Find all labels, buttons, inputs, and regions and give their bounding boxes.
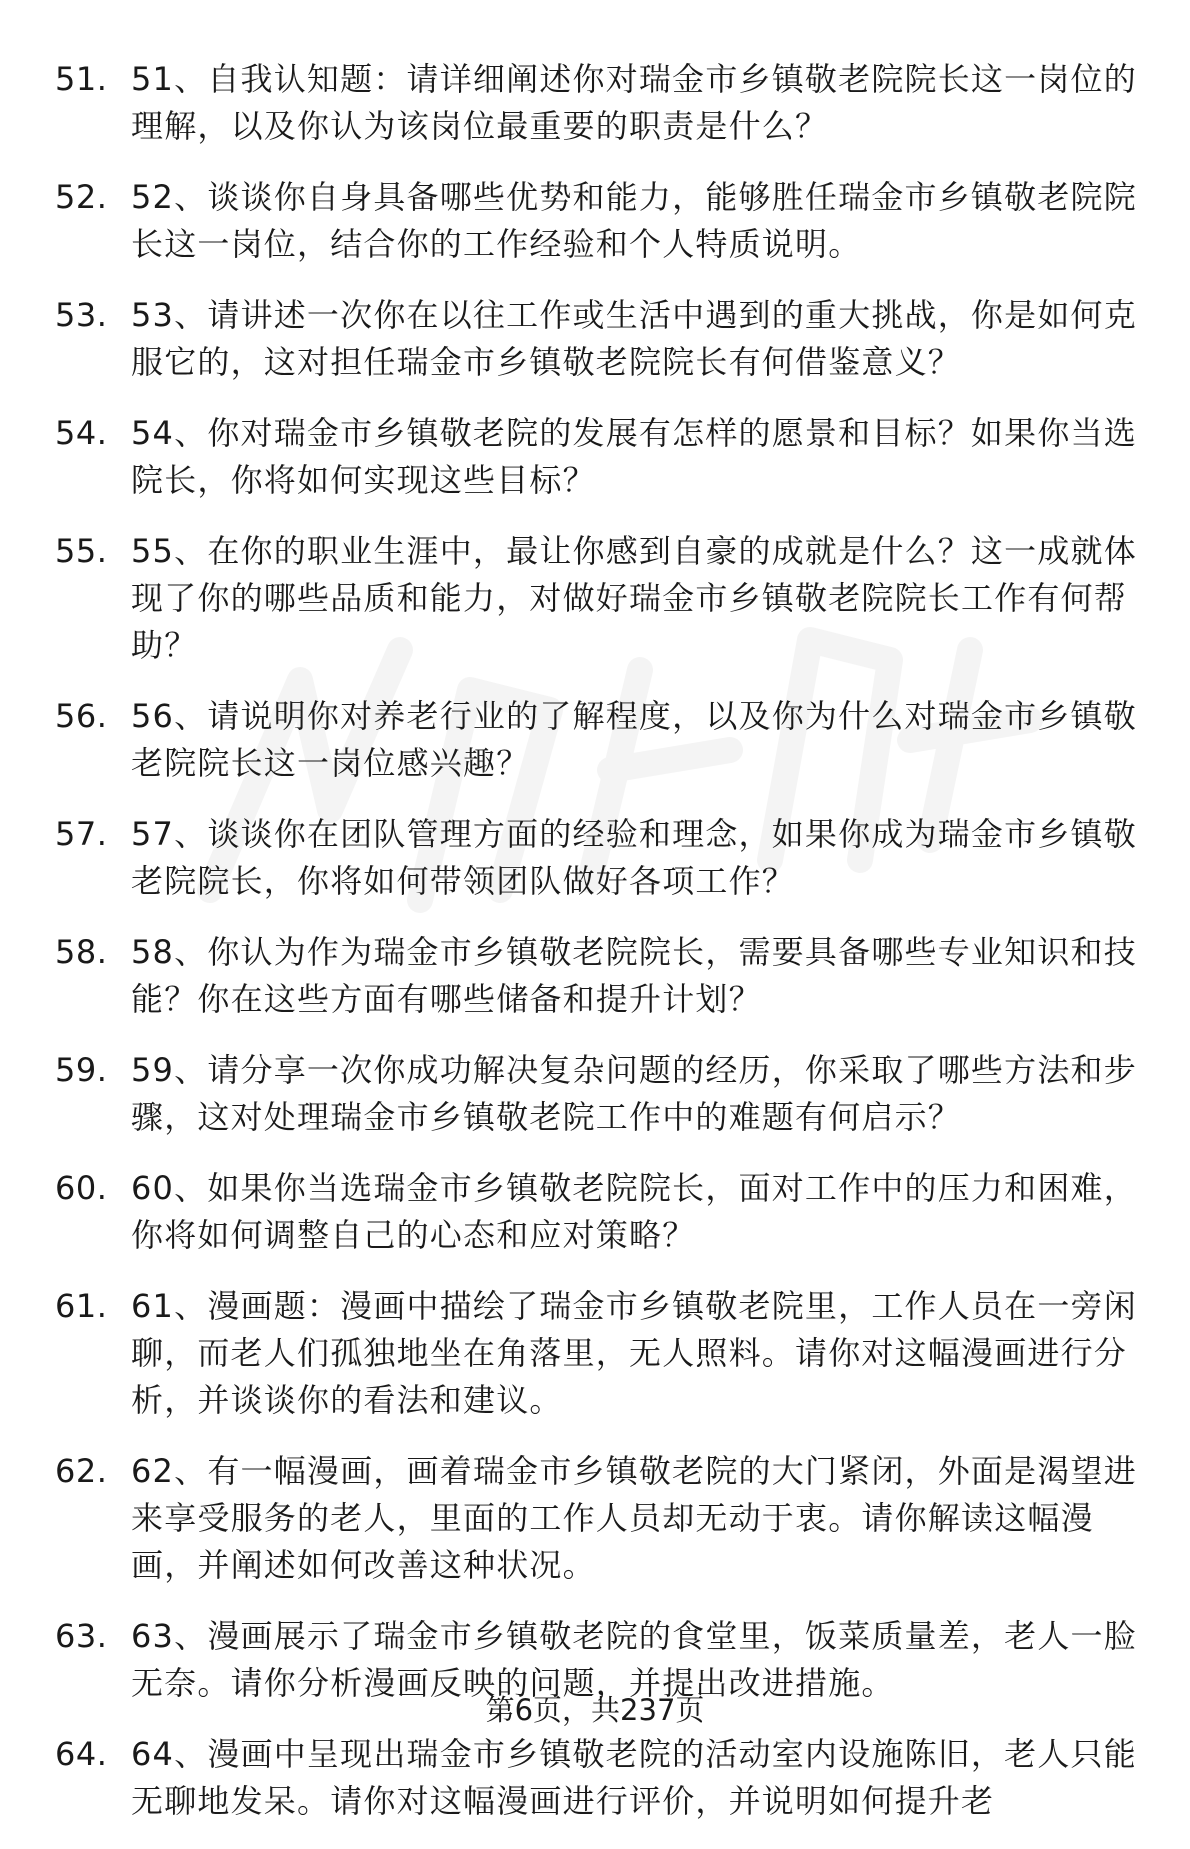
question-text: 61、漫画题：漫画中描绘了瑞金市乡镇敬老院里，工作人员在一旁闲聊，而老人们孤独地坐在角落里，无人照料。请你对这幅漫画进行分析，并谈谈你的看法和建议。 [131, 1287, 1137, 1419]
question-number: 51. [55, 60, 108, 98]
question-number: 55. [55, 532, 108, 570]
question-item [0, 1283, 1190, 1424]
question-number: 62. [55, 1452, 108, 1490]
question-number: 54. [55, 414, 108, 452]
question-list [0, 56, 1190, 1849]
question-text: 60、如果你当选瑞金市乡镇敬老院院长，面对工作中的压力和困难，你将如何调整自己的心态和应对策略？ [131, 1169, 1137, 1254]
question-number: 52. [55, 178, 108, 216]
question-item [0, 174, 1190, 268]
question-item [0, 811, 1190, 905]
question-number: 63. [55, 1617, 108, 1655]
question-number: 57. [55, 815, 108, 853]
question-text: 53、请讲述一次你在以往工作或生活中遇到的重大挑战，你是如何克服它的，这对担任瑞金市乡镇敬老院院长有何借鉴意义？ [131, 296, 1137, 381]
question-item [0, 410, 1190, 504]
question-text: 64、漫画中呈现出瑞金市乡镇敬老院的活动室内设施陈旧，老人只能无聊地发呆。请你对这幅漫画进行评价，并说明如何提升老 [131, 1735, 1137, 1820]
question-text: 57、谈谈你在团队管理方面的经验和理念，如果你成为瑞金市乡镇敬老院院长，你将如何带领团队做好各项工作？ [131, 815, 1137, 900]
question-item [0, 1165, 1190, 1259]
question-text: 63、漫画展示了瑞金市乡镇敬老院的食堂里，饭菜质量差，老人一脸无奈。请你分析漫画反映的问题，并提出改进措施。 [131, 1617, 1137, 1702]
question-number: 61. [55, 1287, 108, 1325]
question-item [0, 1731, 1190, 1825]
question-item [0, 528, 1190, 669]
question-item [0, 929, 1190, 1023]
question-number: 60. [55, 1169, 108, 1207]
question-item [0, 693, 1190, 787]
question-item [0, 292, 1190, 386]
question-text: 55、在你的职业生涯中，最让你感到自豪的成就是什么？这一成就体现了你的哪些品质和能力，对做好瑞金市乡镇敬老院院长工作有何帮助？ [131, 532, 1137, 664]
question-item [0, 1047, 1190, 1141]
question-text: 62、有一幅漫画，画着瑞金市乡镇敬老院的大门紧闭，外面是渴望进来享受服务的老人，里面的工作人员却无动于衷。请你解读这幅漫画，并阐述如何改善这种状况。 [131, 1452, 1137, 1584]
question-text: 56、请说明你对养老行业的了解程度，以及你为什么对瑞金市乡镇敬老院院长这一岗位感兴趣？ [131, 697, 1137, 782]
question-number: 58. [55, 933, 108, 971]
question-item [0, 56, 1190, 150]
question-item [0, 1448, 1190, 1589]
question-number: 59. [55, 1051, 108, 1089]
question-text: 59、请分享一次你成功解决复杂问题的经历，你采取了哪些方法和步骤，这对处理瑞金市乡镇敬老院工作中的难题有何启示？ [131, 1051, 1137, 1136]
question-text: 52、谈谈你自身具备哪些优势和能力，能够胜任瑞金市乡镇敬老院院长这一岗位，结合你的工作经验和个人特质说明。 [131, 178, 1137, 263]
question-text: 54、你对瑞金市乡镇敬老院的发展有怎样的愿景和目标？如果你当选院长，你将如何实现这些目标？ [131, 414, 1137, 499]
question-number: 64. [55, 1735, 108, 1773]
question-text: 58、你认为作为瑞金市乡镇敬老院院长，需要具备哪些专业知识和技能？你在这些方面有哪些储备和提升计划？ [131, 933, 1137, 1018]
question-number: 56. [55, 697, 108, 735]
question-text: 51、自我认知题：请详细阐述你对瑞金市乡镇敬老院院长这一岗位的理解，以及你认为该岗位最重要的职责是什么？ [131, 60, 1137, 145]
question-number: 53. [55, 296, 108, 334]
page-indicator: 第6页，共237页 [485, 1693, 705, 1727]
